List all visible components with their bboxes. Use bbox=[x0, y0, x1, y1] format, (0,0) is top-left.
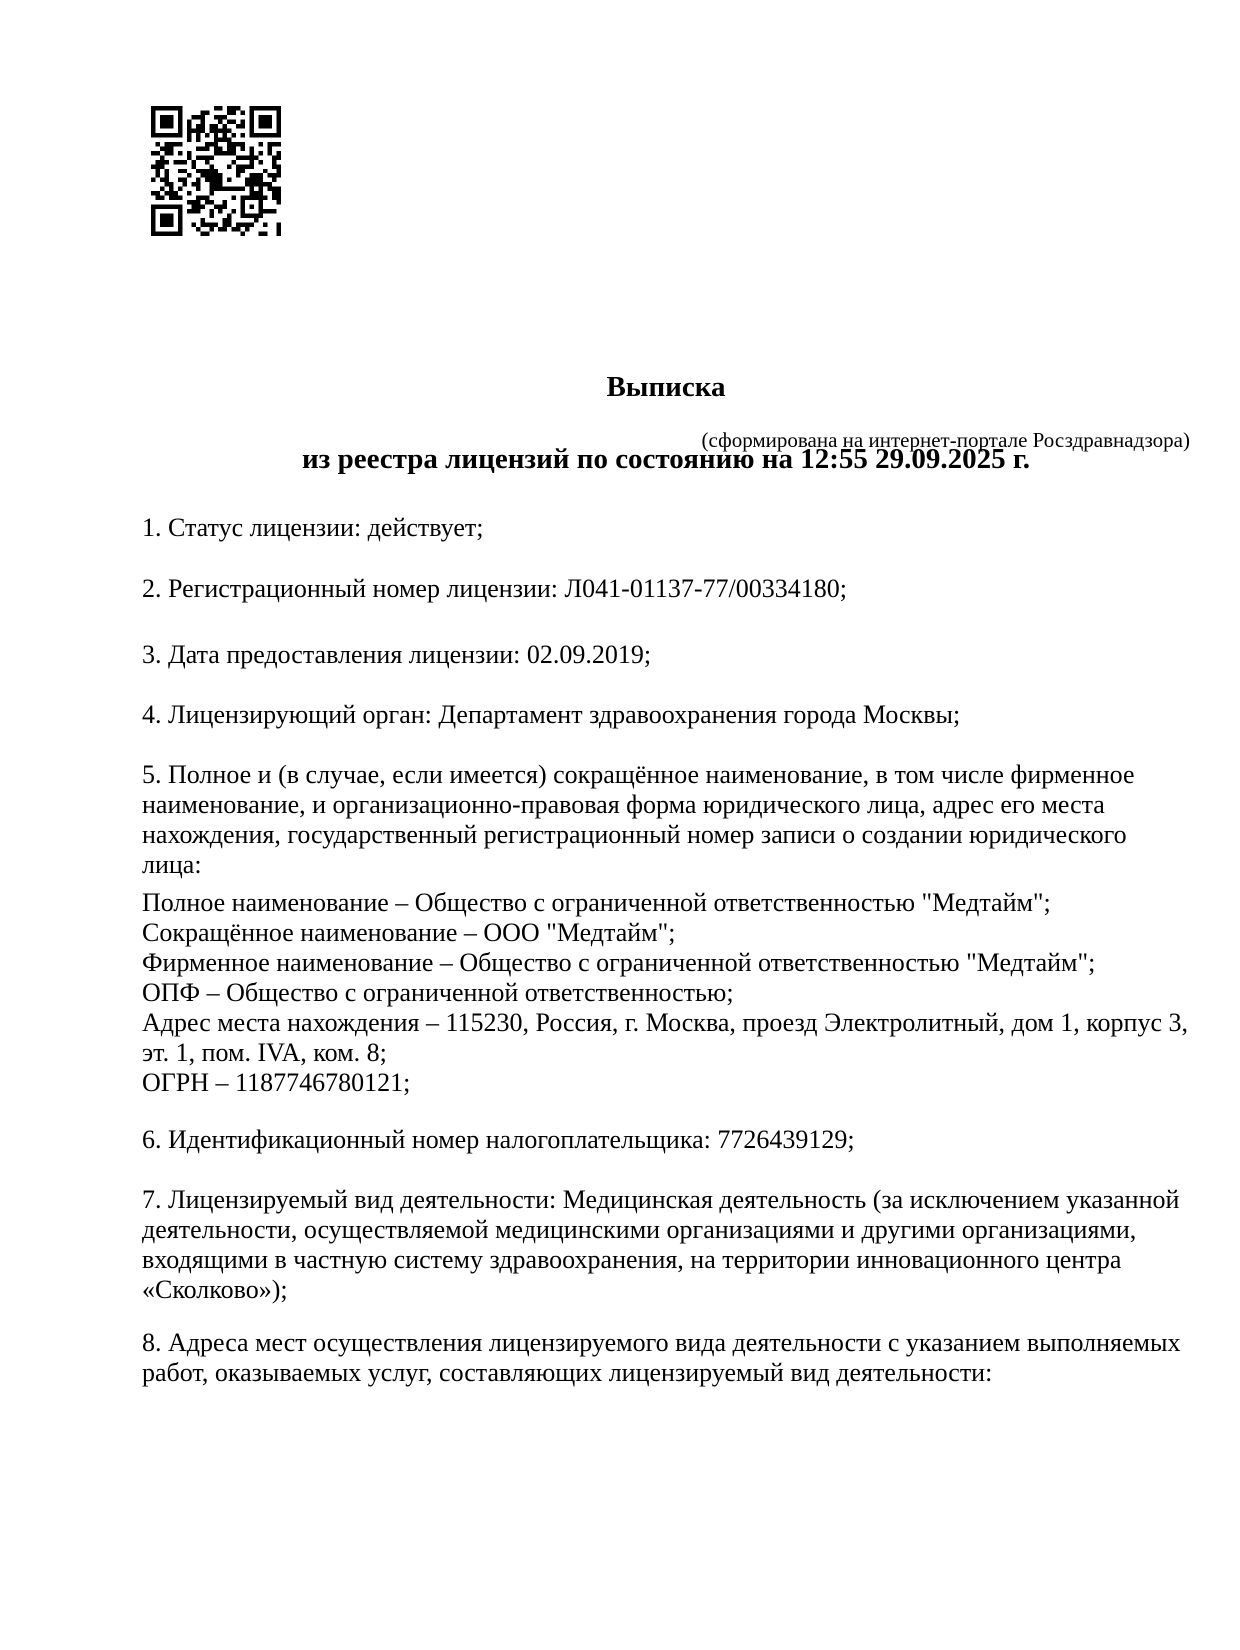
company-names-intro: 5. Полное и (в случае, если имеется) сокращённое наименование, в том числе фирменное наименование, и организационно-правовая форма юридического лица, адрес его места нахождения, государственный регистрационный номер записи о создании юридического лица: bbox=[142, 760, 1135, 879]
activity-addresses-intro: 8. Адреса мест осуществления лицензируемого вида деятельности с указанием выполняемых работ, оказываемых услуг, составляющих лицензируемый вид деятельности: bbox=[142, 1328, 1181, 1387]
document-title-line2: из реестра лицензий по состоянию на 12:55 29.09.2025 г. bbox=[301, 443, 1031, 475]
document-title bbox=[142, 333, 1190, 513]
taxpayer-inn: 6. Идентификационный номер налогоплательщика: 7726439129; bbox=[142, 1125, 855, 1154]
licensed-activity: 7. Лицензируемый вид деятельности: Медицинская деятельность (за исключением указанной деятельности, осуществляемой медицинскими организациями и другими организациями, входящими в частную систему здравоохранения, на территории инновационного центра «Сколково»); bbox=[142, 1185, 1180, 1304]
qr-code-icon bbox=[151, 106, 281, 236]
license-status: 1. Статус лицензии: действует; bbox=[142, 513, 484, 542]
document-title-line1: Выписка bbox=[606, 371, 726, 403]
licensing-authority: 4. Лицензирующий орган: Департамент здравоохранения города Москвы; bbox=[142, 700, 961, 729]
license-grant-date: 3. Дата предоставления лицензии: 02.09.2019; bbox=[142, 640, 652, 669]
formation-note: (сформирована на интернет-портале Росздравнадзора) bbox=[701, 428, 1190, 452]
company-brand-name: Фирменное наименование – Общество с ограниченной ответственностью "Медтайм"; bbox=[142, 948, 1096, 977]
company-opf: ОПФ – Общество с ограниченной ответственностью; bbox=[142, 978, 734, 1007]
license-reg-number: 2. Регистрационный номер лицензии: Л041-01137-77/00334180; bbox=[142, 574, 847, 603]
company-address: Адрес места нахождения – 115230, Россия, г. Москва, проезд Электролитный, дом 1, корпус 3, эт. 1, пом. IVA, ком. 8; bbox=[142, 1008, 1188, 1067]
company-details-block bbox=[142, 888, 1190, 1098]
company-ogrn: ОГРН – 1187746780121; bbox=[142, 1068, 411, 1097]
company-full-name: Полное наименование – Общество с ограниченной ответственностью "Медтайм"; bbox=[142, 888, 1051, 917]
company-short-name: Сокращённое наименование – ООО "Медтайм"; bbox=[142, 918, 676, 947]
